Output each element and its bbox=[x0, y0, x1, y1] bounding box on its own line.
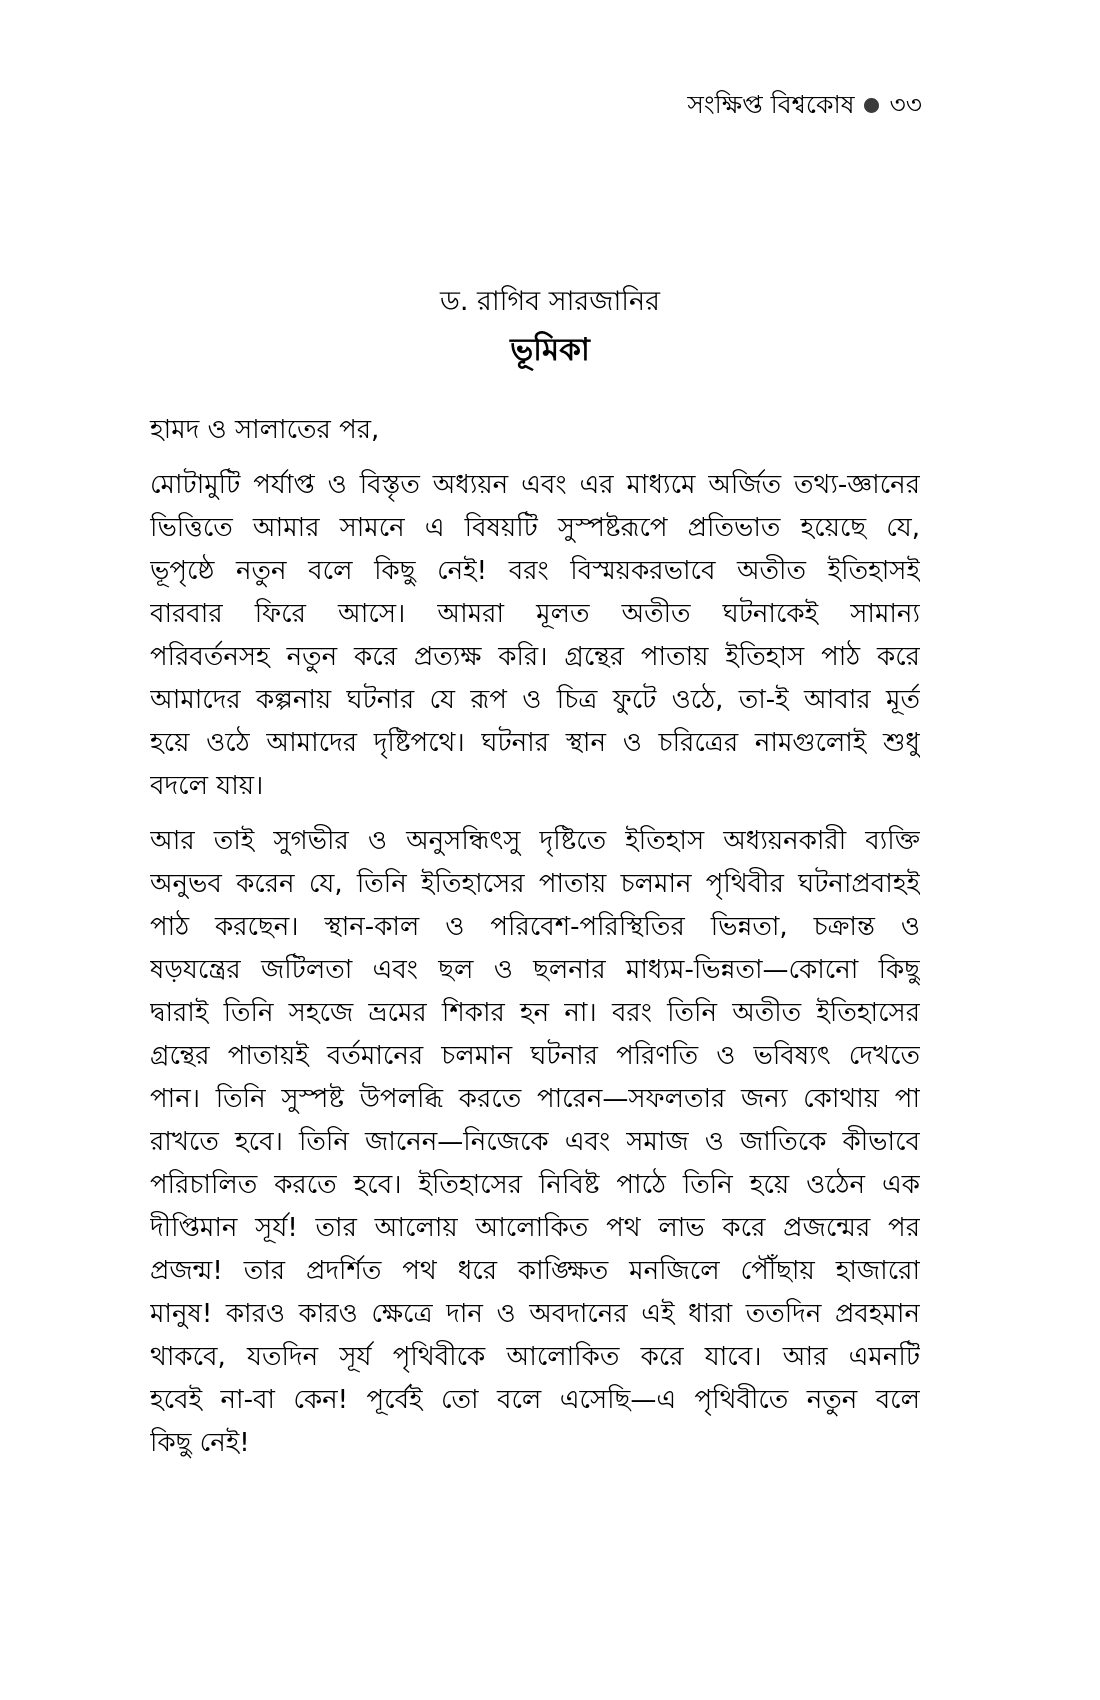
text-line: দীপ্তিমান সূর্য! তার আলোয় আলোকিত পথ লাভ করে প্রজন্মের পর bbox=[150, 1213, 920, 1243]
text-line: রাখতে হবে। তিনি জানেন—নিজেকে এবং সমাজ ও জাতিকে কীভাবে bbox=[150, 1127, 920, 1157]
text-line: আমাদের কল্পনায় ঘটনার যে রূপ ও চিত্র ফুটে ওঠে, তা-ই আবার মূর্ত bbox=[150, 685, 920, 715]
author-byline: ড. রাগিব সারজানির bbox=[440, 286, 660, 317]
text-line: থাকবে, যতদিন সূর্য পৃথিবীকে আলোকিত করে যাবে। আর এমনটি bbox=[150, 1342, 920, 1372]
section-title: ভূমিকা bbox=[510, 332, 590, 368]
text-line: ষড়যন্ত্রের জটিলতা এবং ছল ও ছলনার মাধ্যম-ভিন্নতা—কোনো কিছু bbox=[150, 955, 920, 985]
salutation: হামদ ও সালাতের পর, bbox=[150, 415, 380, 445]
page-number: ৩৩ bbox=[889, 90, 922, 119]
text-line: দ্বারাই তিনি সহজে ভ্রমের শিকার হন না। বরং তিনি অতীত ইতিহাসের bbox=[150, 998, 920, 1028]
body-text bbox=[150, 408, 920, 1477]
text-line: মোটামুটি পর্যাপ্ত ও বিস্তৃত অধ্যয়ন এবং এর মাধ্যমে অর্জিত তথ্য-জ্ঞানের bbox=[150, 470, 920, 500]
text-line: পান। তিনি সুস্পষ্ট উপলব্ধি করতে পারেন—সফলতার জন্য কোথায় পা bbox=[150, 1084, 920, 1114]
text-line: আর তাই সুগভীর ও অনুসন্ধিৎসু দৃষ্টিতে ইতিহাস অধ্যয়নকারী ব্যক্তি bbox=[150, 826, 920, 856]
text-line: গ্রন্থের পাতায়ই বর্তমানের চলমান ঘটনার পরিণতি ও ভবিষ্যৎ দেখতে bbox=[150, 1041, 920, 1071]
book-title: সংক্ষিপ্ত বিশ্বকোষ bbox=[687, 90, 855, 119]
text-line: পাঠ করছেন। স্থান-কাল ও পরিবেশ-পরিস্থিতির ভিন্নতা, চক্রান্ত ও bbox=[150, 912, 920, 942]
paragraph-2 bbox=[150, 820, 920, 1465]
text-line: ভূপৃষ্ঠে নতুন বলে কিছু নেই! বরং বিস্ময়করভাবে অতীত ইতিহাসই bbox=[150, 556, 920, 586]
filled-circle-bullet-icon bbox=[864, 98, 879, 113]
text-line: হবেই না-বা কেন! পূর্বেই তো বলে এসেছি—এ পৃথিবীতে নতুন বলে bbox=[150, 1385, 920, 1415]
text-line: বারবার ফিরে আসে। আমরা মূলত অতীত ঘটনাকেই সামান্য bbox=[150, 599, 920, 629]
text-line: কিছু নেই! bbox=[150, 1428, 250, 1458]
text-line: অনুভব করেন যে, তিনি ইতিহাসের পাতায় চলমান পৃথিবীর ঘটনাপ্রবাহই bbox=[150, 869, 920, 899]
text-line: প্রজন্ম! তার প্রদর্শিত পথ ধরে কাঙ্ক্ষিত মনজিলে পৌঁছায় হাজারো bbox=[150, 1256, 920, 1286]
text-line: পরিবর্তনসহ নতুন করে প্রত্যক্ষ করি। গ্রন্থের পাতায় ইতিহাস পাঠ করে bbox=[150, 642, 920, 672]
text-line: হয়ে ওঠে আমাদের দৃষ্টিপথে। ঘটনার স্থান ও চরিত্রের নামগুলোই শুধু bbox=[150, 728, 920, 758]
text-line: বদলে যায়। bbox=[150, 771, 264, 801]
text-line: ভিত্তিতে আমার সামনে এ বিষয়টি সুস্পষ্টরূপে প্রতিভাত হয়েছে যে, bbox=[150, 513, 920, 543]
text-line: মানুষ! কারও কারও ক্ষেত্রে দান ও অবদানের এই ধারা ততদিন প্রবহমান bbox=[150, 1299, 920, 1329]
paragraph-1 bbox=[150, 464, 920, 808]
text-line: পরিচালিত করতে হবে। ইতিহাসের নিবিষ্ট পাঠে তিনি হয়ে ওঠেন এক bbox=[150, 1170, 920, 1200]
running-head bbox=[687, 88, 922, 122]
